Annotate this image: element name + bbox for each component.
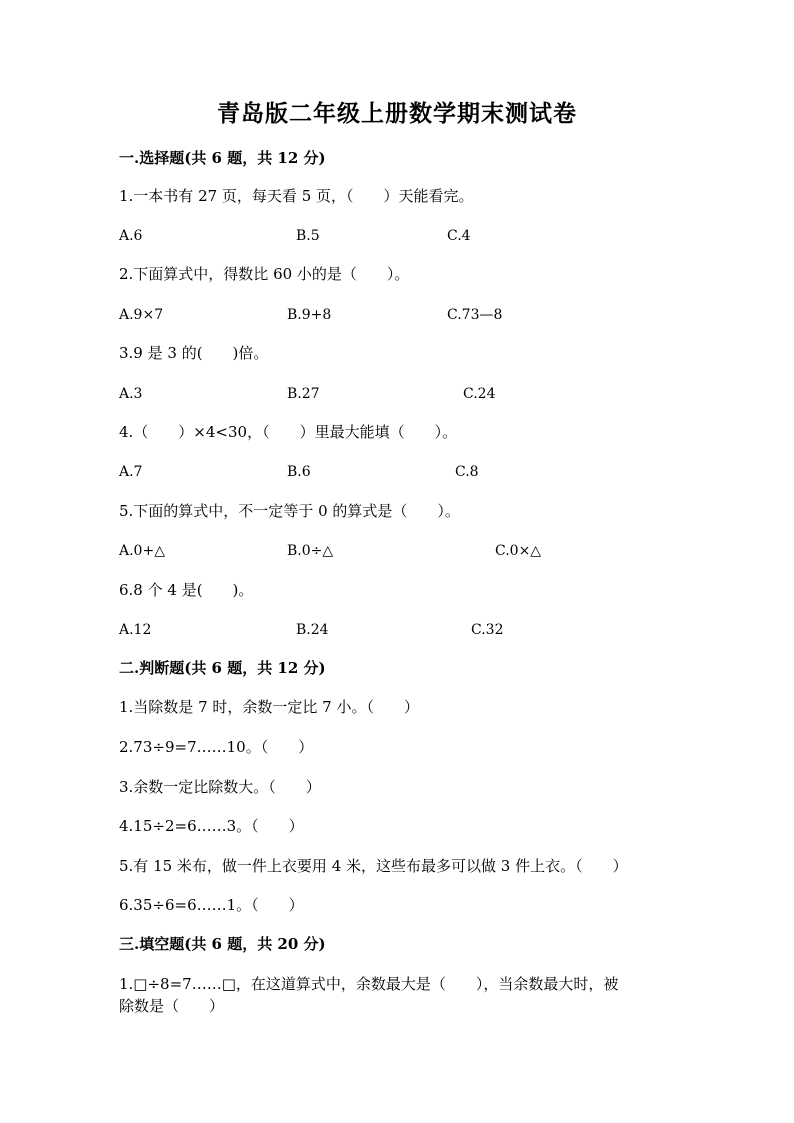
question-text: 5.下面的算式中，不一定等于 0 的算式是（ ）。 xyxy=(119,502,460,520)
option-b: B.9+8 xyxy=(287,307,332,323)
option-a: A.9×7 xyxy=(119,307,164,323)
question-text: 5.有 15 米布，做一件上衣要用 4 米，这些布最多可以做 3 件上衣。（ ） xyxy=(119,857,628,875)
question-text-continued: 除数是（ ） xyxy=(119,997,225,1015)
option-a: A.12 xyxy=(119,622,152,638)
question-text: 3.9 是 3 的( )倍。 xyxy=(119,344,269,362)
section-heading: 三.填空题(共 6 题，共 20 分) xyxy=(119,935,326,953)
option-c: C.32 xyxy=(471,622,504,638)
question-text: 4.15÷2=6……3。（ ） xyxy=(119,817,304,835)
question-text: 1.当除数是 7 时，余数一定比 7 小。（ ） xyxy=(119,698,419,716)
option-b: B.5 xyxy=(296,228,320,244)
question-text: 6.8 个 4 是( )。 xyxy=(119,581,254,599)
option-a: A.7 xyxy=(119,464,143,480)
option-b: B.24 xyxy=(296,622,329,638)
option-a: A.3 xyxy=(119,386,143,402)
option-c: C.73—8 xyxy=(447,307,503,323)
question-text: 4.（ ）×4<30，（ ）里最大能填（ ）。 xyxy=(119,423,458,441)
question-text: 1.一本书有 27 页，每天看 5 页，（ ）天能看完。 xyxy=(119,187,474,205)
option-c: C.0×△ xyxy=(495,543,542,559)
question-text: 1.□÷8=7……□，在这道算式中，余数最大是（ ），当余数最大时，被 xyxy=(119,975,619,993)
question-text: 2.下面算式中，得数比 60 小的是（ ）。 xyxy=(119,265,410,283)
option-a: A.0+△ xyxy=(119,543,165,559)
option-c: C.4 xyxy=(447,228,471,244)
question-text: 6.35÷6=6……1。（ ） xyxy=(119,896,304,914)
option-b: B.27 xyxy=(287,386,320,402)
option-b: B.6 xyxy=(287,464,311,480)
question-text: 2.73÷9=7……10。（ ） xyxy=(119,738,314,756)
section-heading: 二.判断题(共 6 题，共 12 分) xyxy=(119,659,326,677)
section-heading: 一.选择题(共 6 题，共 12 分) xyxy=(119,149,326,167)
option-c: C.8 xyxy=(455,464,479,480)
question-text: 3.余数一定比除数大。（ ） xyxy=(119,778,321,796)
option-b: B.0÷△ xyxy=(287,543,334,559)
option-a: A.6 xyxy=(119,228,143,244)
page-title: 青岛版二年级上册数学期末测试卷 xyxy=(217,100,577,127)
option-c: C.24 xyxy=(463,386,496,402)
